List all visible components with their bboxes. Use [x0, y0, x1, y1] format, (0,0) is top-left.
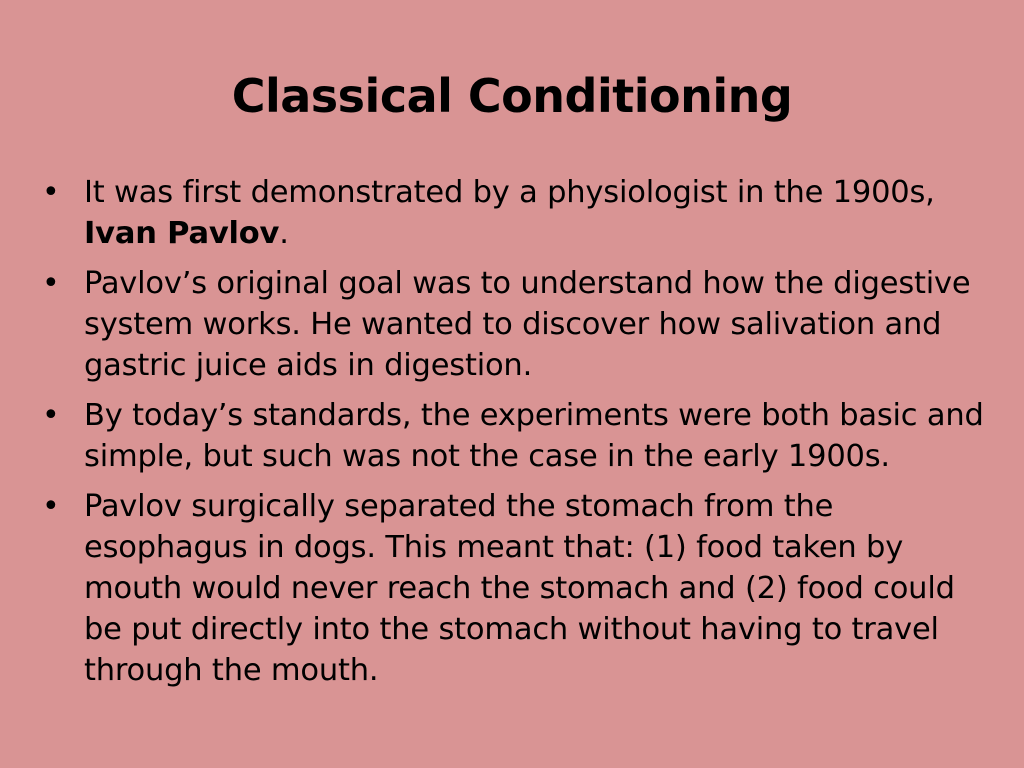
bullet-dot-icon: • — [42, 266, 60, 301]
bullet-item-2 — [42, 263, 992, 386]
bullet-dot-icon: • — [42, 489, 60, 524]
bullet-item-1 — [42, 172, 992, 254]
bullet-list — [42, 172, 992, 700]
bullet-item-4 — [42, 486, 992, 691]
bullet-text-1-part-2: . — [279, 216, 289, 251]
bullet-dot-icon: • — [42, 175, 60, 210]
bullet-dot-icon: • — [42, 398, 60, 433]
bullet-text-1-part-1: It was first demonstrated by a physiologist in the 1900s, — [84, 175, 935, 210]
bullet-text-1-bold-name: Ivan Pavlov — [84, 216, 280, 251]
bullet-text-3: By today’s standards, the experiments were both basic and simple, but such was not the case in the early 1900s. — [84, 398, 984, 474]
bullet-text-2: Pavlov’s original goal was to understand how the digestive system works. He wanted to discover how salivation and gastric juice aids in digestion. — [84, 266, 971, 383]
bullet-text-4: Pavlov surgically separated the stomach from the esophagus in dogs. This meant that: (1) food taken by mouth would never reach the stomach and (2) food could be put directly into the stomach without having to travel through the mouth. — [84, 489, 955, 688]
bullet-item-3 — [42, 395, 992, 477]
slide-title: Classical Conditioning — [231, 69, 793, 123]
